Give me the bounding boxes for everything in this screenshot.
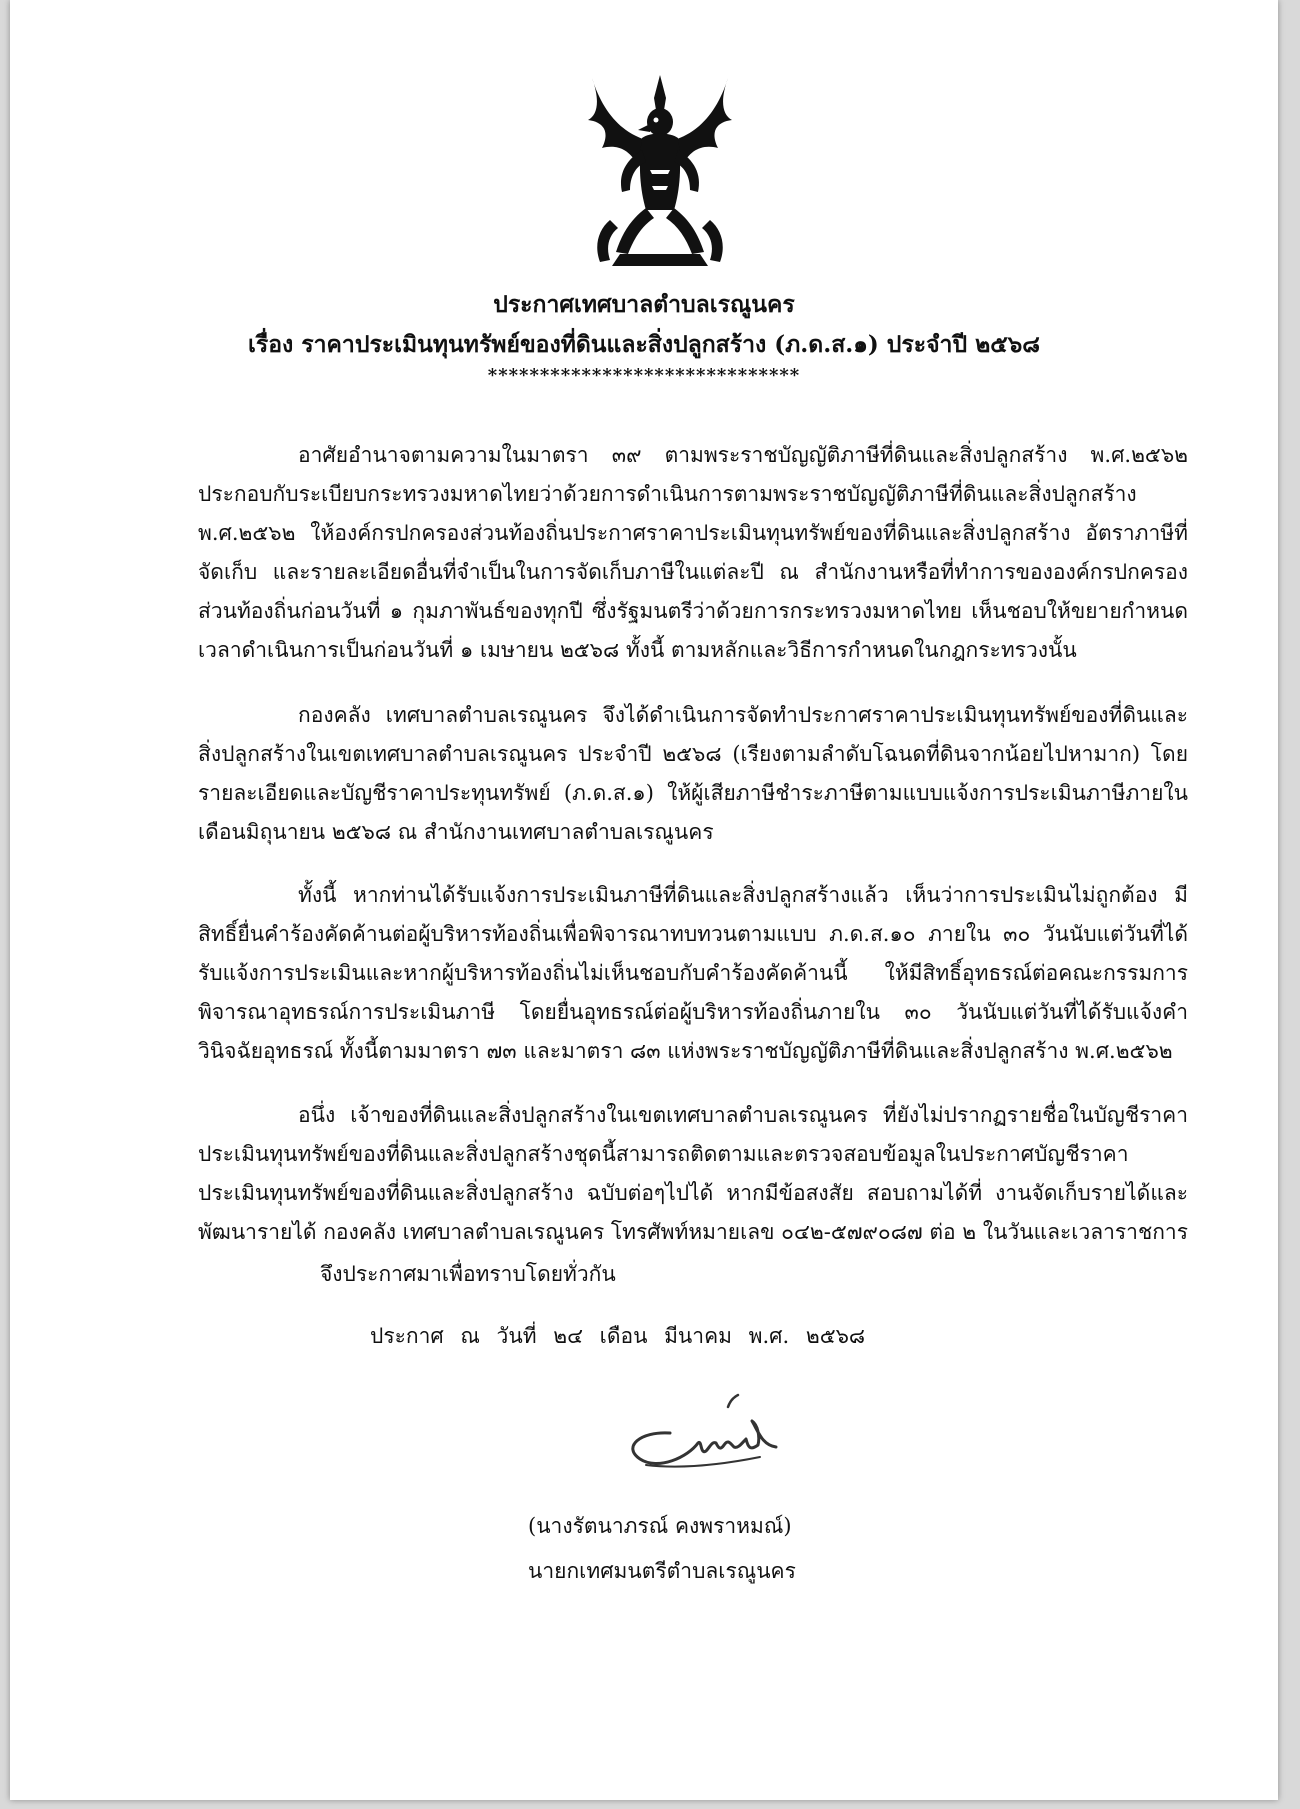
signatory-name: (นางรัตนาภรณ์ คงพราหมณ์)	[528, 1514, 792, 1538]
garuda-emblem-icon	[580, 70, 740, 270]
paragraph-appeal: ทั้งนี้ หากท่านได้รับแจ้งการประเมินภาษีที่ดินและสิ่งปลูกสร้างแล้ว เห็นว่าการประเมินไม่ถูกต้อง มีสิทธิ์ยื่นคำร้องคัดค้านต่อผู้บริหารท้องถิ่นเพื่อพิจารณาทบทวนตามแบบ ภ.ด.ส.๑๐ ภายใน ๓๐ วันนับแต่วันที่ได้รับแจ้งการประเมินและหากผู้บริหารท้องถิ่นไม่เห็นชอบกับคำร้องคัดค้านนี้ ให้มีสิทธิ์อุทธรณ์ต่อคณะกรรมการพิจารณาอุทธรณ์การประเมินภาษี โดยยื่นอุทธรณ์ต่อผู้บริหารท้องถิ่นภายใน ๓๐ วันนับแต่วันที่ได้รับแจ้งคำวินิจฉัยอุทธรณ์ ทั้งนี้ตามมาตรา ๗๓ และมาตรา ๘๓ แห่งพระราชบัญญัติภาษีที่ดินและสิ่งปลูกสร้าง พ.ศ.๒๕๖๒	[198, 883, 1188, 1063]
announcement-date: ประกาศ ณ วันที่ ๒๔ เดือน มีนาคม พ.ศ. ๒๕๖๘	[370, 1324, 866, 1348]
paragraph-contact: อนึ่ง เจ้าของที่ดินและสิ่งปลูกสร้างในเขตเทศบาลตำบลเรณูนคร ที่ยังไม่ปรากฏรายชื่อในบัญชีราคาประเมินทุนทรัพย์ของที่ดินและสิ่งปลูกสร้างชุดนี้สามารถติดตามและตรวจสอบข้อมูลในประกาศบัญชีราคาประเมินทุนทรัพย์ของที่ดินและสิ่งปลูกสร้าง ฉบับต่อๆไปได้ หากมีข้อสงสัย สอบถามได้ที่ งานจัดเก็บรายได้และพัฒนารายได้ กองคลัง เทศบาลตำบลเรณูนคร โทรศัพท์หมายเลข ๐๔๒-๕๗๙๐๘๗ ต่อ ๒ ในวันและเวลาราชการ	[198, 1103, 1189, 1244]
paragraph-assessment: กองคลัง เทศบาลตำบลเรณูนคร จึงได้ดำเนินการจัดทำประกาศราคาประเมินทุนทรัพย์ของที่ดินและสิ่งปลูกสร้างในเขตเทศบาลตำบลเรณูนคร ประจำปี ๒๕๖๘ (เรียงตามลำดับโฉนดที่ดินจากน้อยไปหามาก) โดยรายละเอียดและบัญชีราคาประทุนทรัพย์ (ภ.ด.ส.๑) ให้ผู้เสียภาษีชำระภาษีตามแบบแจ้งการประเมินภาษีภายใน เดือนมิถุนายน ๒๕๖๘ ณ สำนักงานเทศบาลตำบลเรณูนคร	[198, 703, 1188, 844]
paragraph-authority: อาศัยอำนาจตามความในมาตรา ๓๙ ตามพระราชบัญญัติภาษีที่ดินและสิ่งปลูกสร้าง พ.ศ.๒๕๖๒ ประกอบกับระเบียบกระทรวงมหาดไทยว่าด้วยการดำเนินการตามพระราชบัญญัติภาษีที่ดินและสิ่งปลูกสร้าง พ.ศ.๒๕๖๒ ให้องค์กรปกครองส่วนท้องถิ่นประกาศราคาประเมินทุนทรัพย์ของที่ดินและสิ่งปลูกสร้าง อัตราภาษีที่จัดเก็บ และรายละเอียดอื่นที่จำเป็นในการจัดเก็บภาษีในแต่ละปี ณ สำนักงานหรือที่ทำการขององค์กรปกครองส่วนท้องถิ่นก่อนวันที่ ๑ กุมภาพันธ์ของทุกปี ซึ่งรัฐมนตรีว่าด้วยการกระทรวงมหาดไทย เห็นชอบให้ขยายกำหนดเวลาดำเนินการเป็นก่อนวันที่ ๑ เมษายน ๒๕๖๘ ทั้งนี้ ตามหลักและวิธีการกำหนดในกฎกระทรวงนั้น	[198, 443, 1188, 662]
closing-statement: จึงประกาศมาเพื่อทราบโดยทั่วกัน	[320, 1262, 616, 1286]
signatory-position: นายกเทศมนตรีตำบลเรณูนคร	[528, 1559, 796, 1583]
title-separator: ******************************	[487, 365, 801, 386]
handwritten-signature	[610, 1385, 810, 1485]
announcement-title: ประกาศเทศบาลตำบลเรณูนคร	[493, 291, 795, 318]
announcement-subject: เรื่อง ราคาประเมินทุนทรัพย์ของที่ดินและสิ่งปลูกสร้าง (ภ.ด.ส.๑) ประจำปี ๒๕๖๘	[248, 331, 1040, 358]
document-page	[10, 0, 1278, 1800]
